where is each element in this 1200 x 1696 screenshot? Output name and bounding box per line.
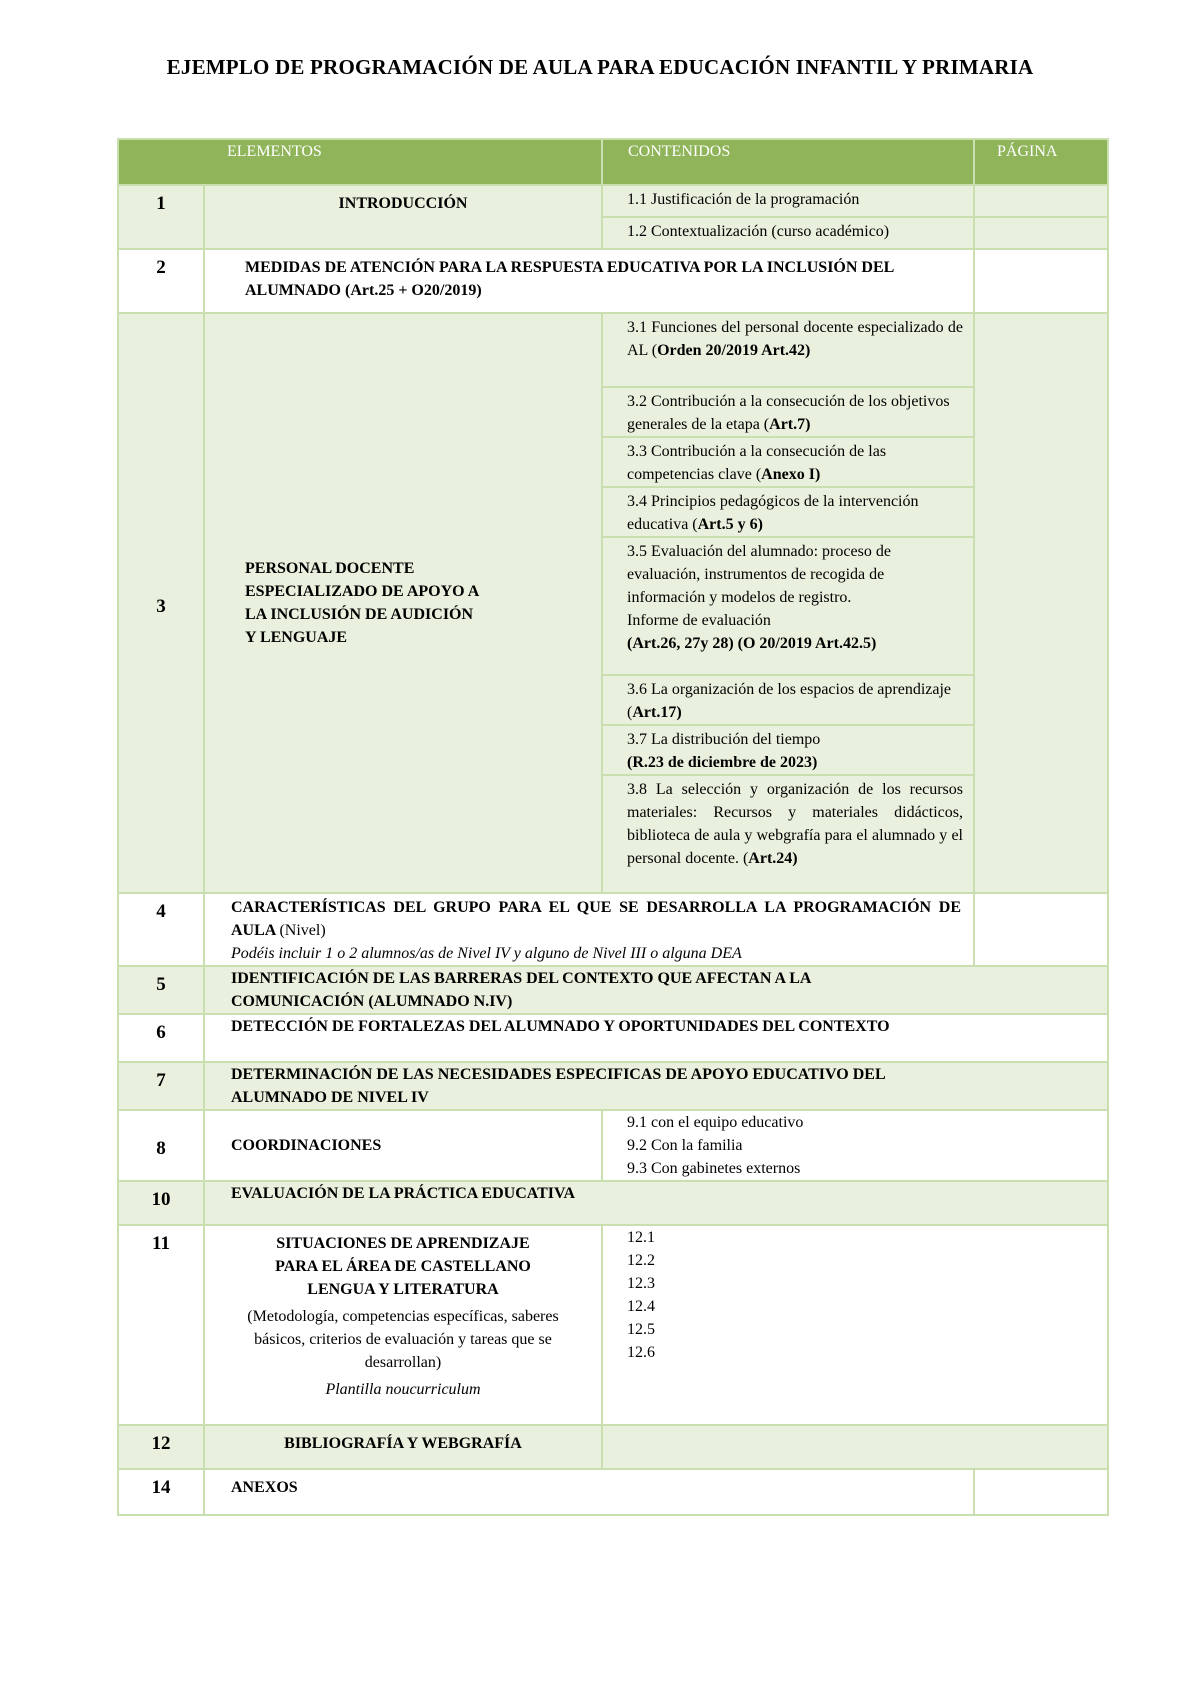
page-cell bbox=[974, 313, 1108, 893]
element-medidas bbox=[204, 249, 974, 313]
content-item: 3.6 La organización de los espacios de aprendizaje (Art.17) bbox=[602, 675, 974, 725]
row-number: 11 bbox=[118, 1225, 204, 1425]
element-necesidades: DETERMINACIÓN DE LAS NECESIDADES ESPECIFICAS DE APOYO EDUCATIVO DEL ALUMNADO DE NIVEL IV bbox=[204, 1062, 1108, 1110]
content-item: 12.2 bbox=[627, 1252, 655, 1269]
header-contenidos: CONTENIDOS bbox=[602, 139, 974, 185]
content-item: 3.1 Funciones del personal docente especializado de AL (Orden 20/2019 Art.42) bbox=[602, 313, 974, 387]
header-elementos: ELEMENTOS bbox=[118, 139, 602, 185]
page-cell bbox=[974, 249, 1108, 313]
content-item: 3.5 Evaluación del alumnado: proceso de evaluación, instrumentos de recogida de información y modelos de registro. Informe de evaluación (Art.26, 27y 28) (O 20/2019 Art.42.5) bbox=[602, 537, 974, 675]
element-line: ESPECIALIZADO DE APOYO A bbox=[245, 583, 480, 600]
row-number: 6 bbox=[118, 1014, 204, 1062]
header-pagina: PÁGINA bbox=[974, 139, 1108, 185]
table-row bbox=[118, 1425, 1108, 1469]
table-row bbox=[118, 185, 1108, 217]
table-row bbox=[118, 966, 1108, 1014]
content-item: 9.3 Con gabinetes externos bbox=[627, 1160, 801, 1177]
element-personal-docente bbox=[204, 313, 602, 893]
content-item: 3.4 Principios pedagógicos de la intervención educativa (Art.5 y 6) bbox=[602, 487, 974, 537]
content-item: 12.3 bbox=[627, 1275, 655, 1292]
element-line: LA INCLUSIÓN DE AUDICIÓN bbox=[245, 606, 474, 623]
content-cell bbox=[602, 1425, 1108, 1469]
page-cell bbox=[974, 217, 1108, 249]
header-row bbox=[118, 139, 1108, 185]
row-number: 8 bbox=[118, 1110, 204, 1181]
row-number: 3 bbox=[118, 313, 204, 893]
row-number: 4 bbox=[118, 893, 204, 966]
table-row bbox=[118, 1225, 1108, 1425]
table-row bbox=[118, 893, 1108, 966]
element-barreras: IDENTIFICACIÓN DE LAS BARRERAS DEL CONTEXTO QUE AFECTAN A LA COMUNICACIÓN (ALUMNADO N.IV) bbox=[204, 966, 1108, 1014]
row-number: 12 bbox=[118, 1425, 204, 1469]
content-item: 3.2 Contribución a la consecución de los objetivos generales de la etapa (Art.7) bbox=[602, 387, 974, 437]
element-coordinaciones: COORDINACIONES bbox=[204, 1110, 602, 1181]
table-row bbox=[118, 1110, 1108, 1181]
row-number: 7 bbox=[118, 1062, 204, 1110]
page-cell bbox=[974, 1469, 1108, 1515]
content-item: 9.2 Con la familia bbox=[627, 1137, 743, 1154]
content-item: 3.8 La selección y organización de los recursos materiales: Recursos y materiales didácticos, biblioteca de aula y webgrafía para el alumnado y el personal docente. (Art.24) bbox=[602, 775, 974, 893]
page-title: EJEMPLO DE PROGRAMACIÓN DE AULA PARA EDUCACIÓN INFANTIL Y PRIMARIA bbox=[166, 55, 1034, 79]
row-number: 1 bbox=[118, 185, 204, 249]
table-row bbox=[118, 1014, 1108, 1062]
content-item: 12.1 bbox=[627, 1229, 655, 1246]
content-item: 12.5 bbox=[627, 1321, 655, 1338]
page-cell bbox=[974, 185, 1108, 217]
element-bibliografia: BIBLIOGRAFÍA Y WEBGRAFÍA bbox=[204, 1425, 602, 1469]
content-item: 12.4 bbox=[627, 1298, 655, 1315]
content-item: 3.3 Contribución a la consecución de las competencias clave (Anexo I) bbox=[602, 437, 974, 487]
element-line: Y LENGUAJE bbox=[245, 629, 348, 646]
element-ref: (Art.25 + O20/2019) bbox=[345, 282, 482, 299]
element-text: MEDIDAS DE ATENCIÓN PARA LA RESPUESTA EDUCATIVA POR LA INCLUSIÓN DEL ALUMNADO bbox=[245, 259, 894, 299]
programming-table bbox=[117, 138, 1109, 1516]
element-line: PERSONAL DOCENTE bbox=[245, 560, 415, 577]
row-number: 10 bbox=[118, 1181, 204, 1225]
content-item: 3.7 La distribución del tiempo (R.23 de diciembre de 2023) bbox=[602, 725, 974, 775]
element-caracteristicas: CARACTERÍSTICAS DEL GRUPO PARA EL QUE SE DESARROLLA LA PROGRAMACIÓN DE AULA (Nivel) Podéis incluir 1 o 2 alumnos/as de Nivel IV y alguno de Nivel III o alguna DEA bbox=[204, 893, 974, 966]
page-cell bbox=[974, 893, 1108, 966]
table-row bbox=[118, 313, 1108, 387]
content-item: 1.2 Contextualización (curso académico) bbox=[602, 217, 974, 249]
content-item: 9.1 con el equipo educativo bbox=[627, 1114, 804, 1131]
element-evaluacion: EVALUACIÓN DE LA PRÁCTICA EDUCATIVA bbox=[204, 1181, 1108, 1225]
content-item: 12.6 bbox=[627, 1344, 655, 1361]
table-row bbox=[118, 1181, 1108, 1225]
row-number: 2 bbox=[118, 249, 204, 313]
content-list bbox=[602, 1110, 1108, 1181]
row-number: 5 bbox=[118, 966, 204, 1014]
element-anexos: ANEXOS bbox=[204, 1469, 974, 1515]
content-list bbox=[602, 1225, 1108, 1425]
table-row bbox=[118, 1469, 1108, 1515]
table-row bbox=[118, 1062, 1108, 1110]
table-row bbox=[118, 249, 1108, 313]
content-item: 1.1 Justificación de la programación bbox=[602, 185, 974, 217]
row-number: 14 bbox=[118, 1469, 204, 1515]
element-situaciones: SITUACIONES DE APRENDIZAJE PARA EL ÁREA DE CASTELLANO LENGUA Y LITERATURA (Metodología, competencias específicas, saberes básicos, criterios de evaluación y tareas que se desarrollan) Plantilla noucurriculum bbox=[204, 1225, 602, 1425]
element-introduccion: INTRODUCCIÓN bbox=[204, 185, 602, 249]
element-fortalezas: DETECCIÓN DE FORTALEZAS DEL ALUMNADO Y OPORTUNIDADES DEL CONTEXTO bbox=[204, 1014, 1108, 1062]
